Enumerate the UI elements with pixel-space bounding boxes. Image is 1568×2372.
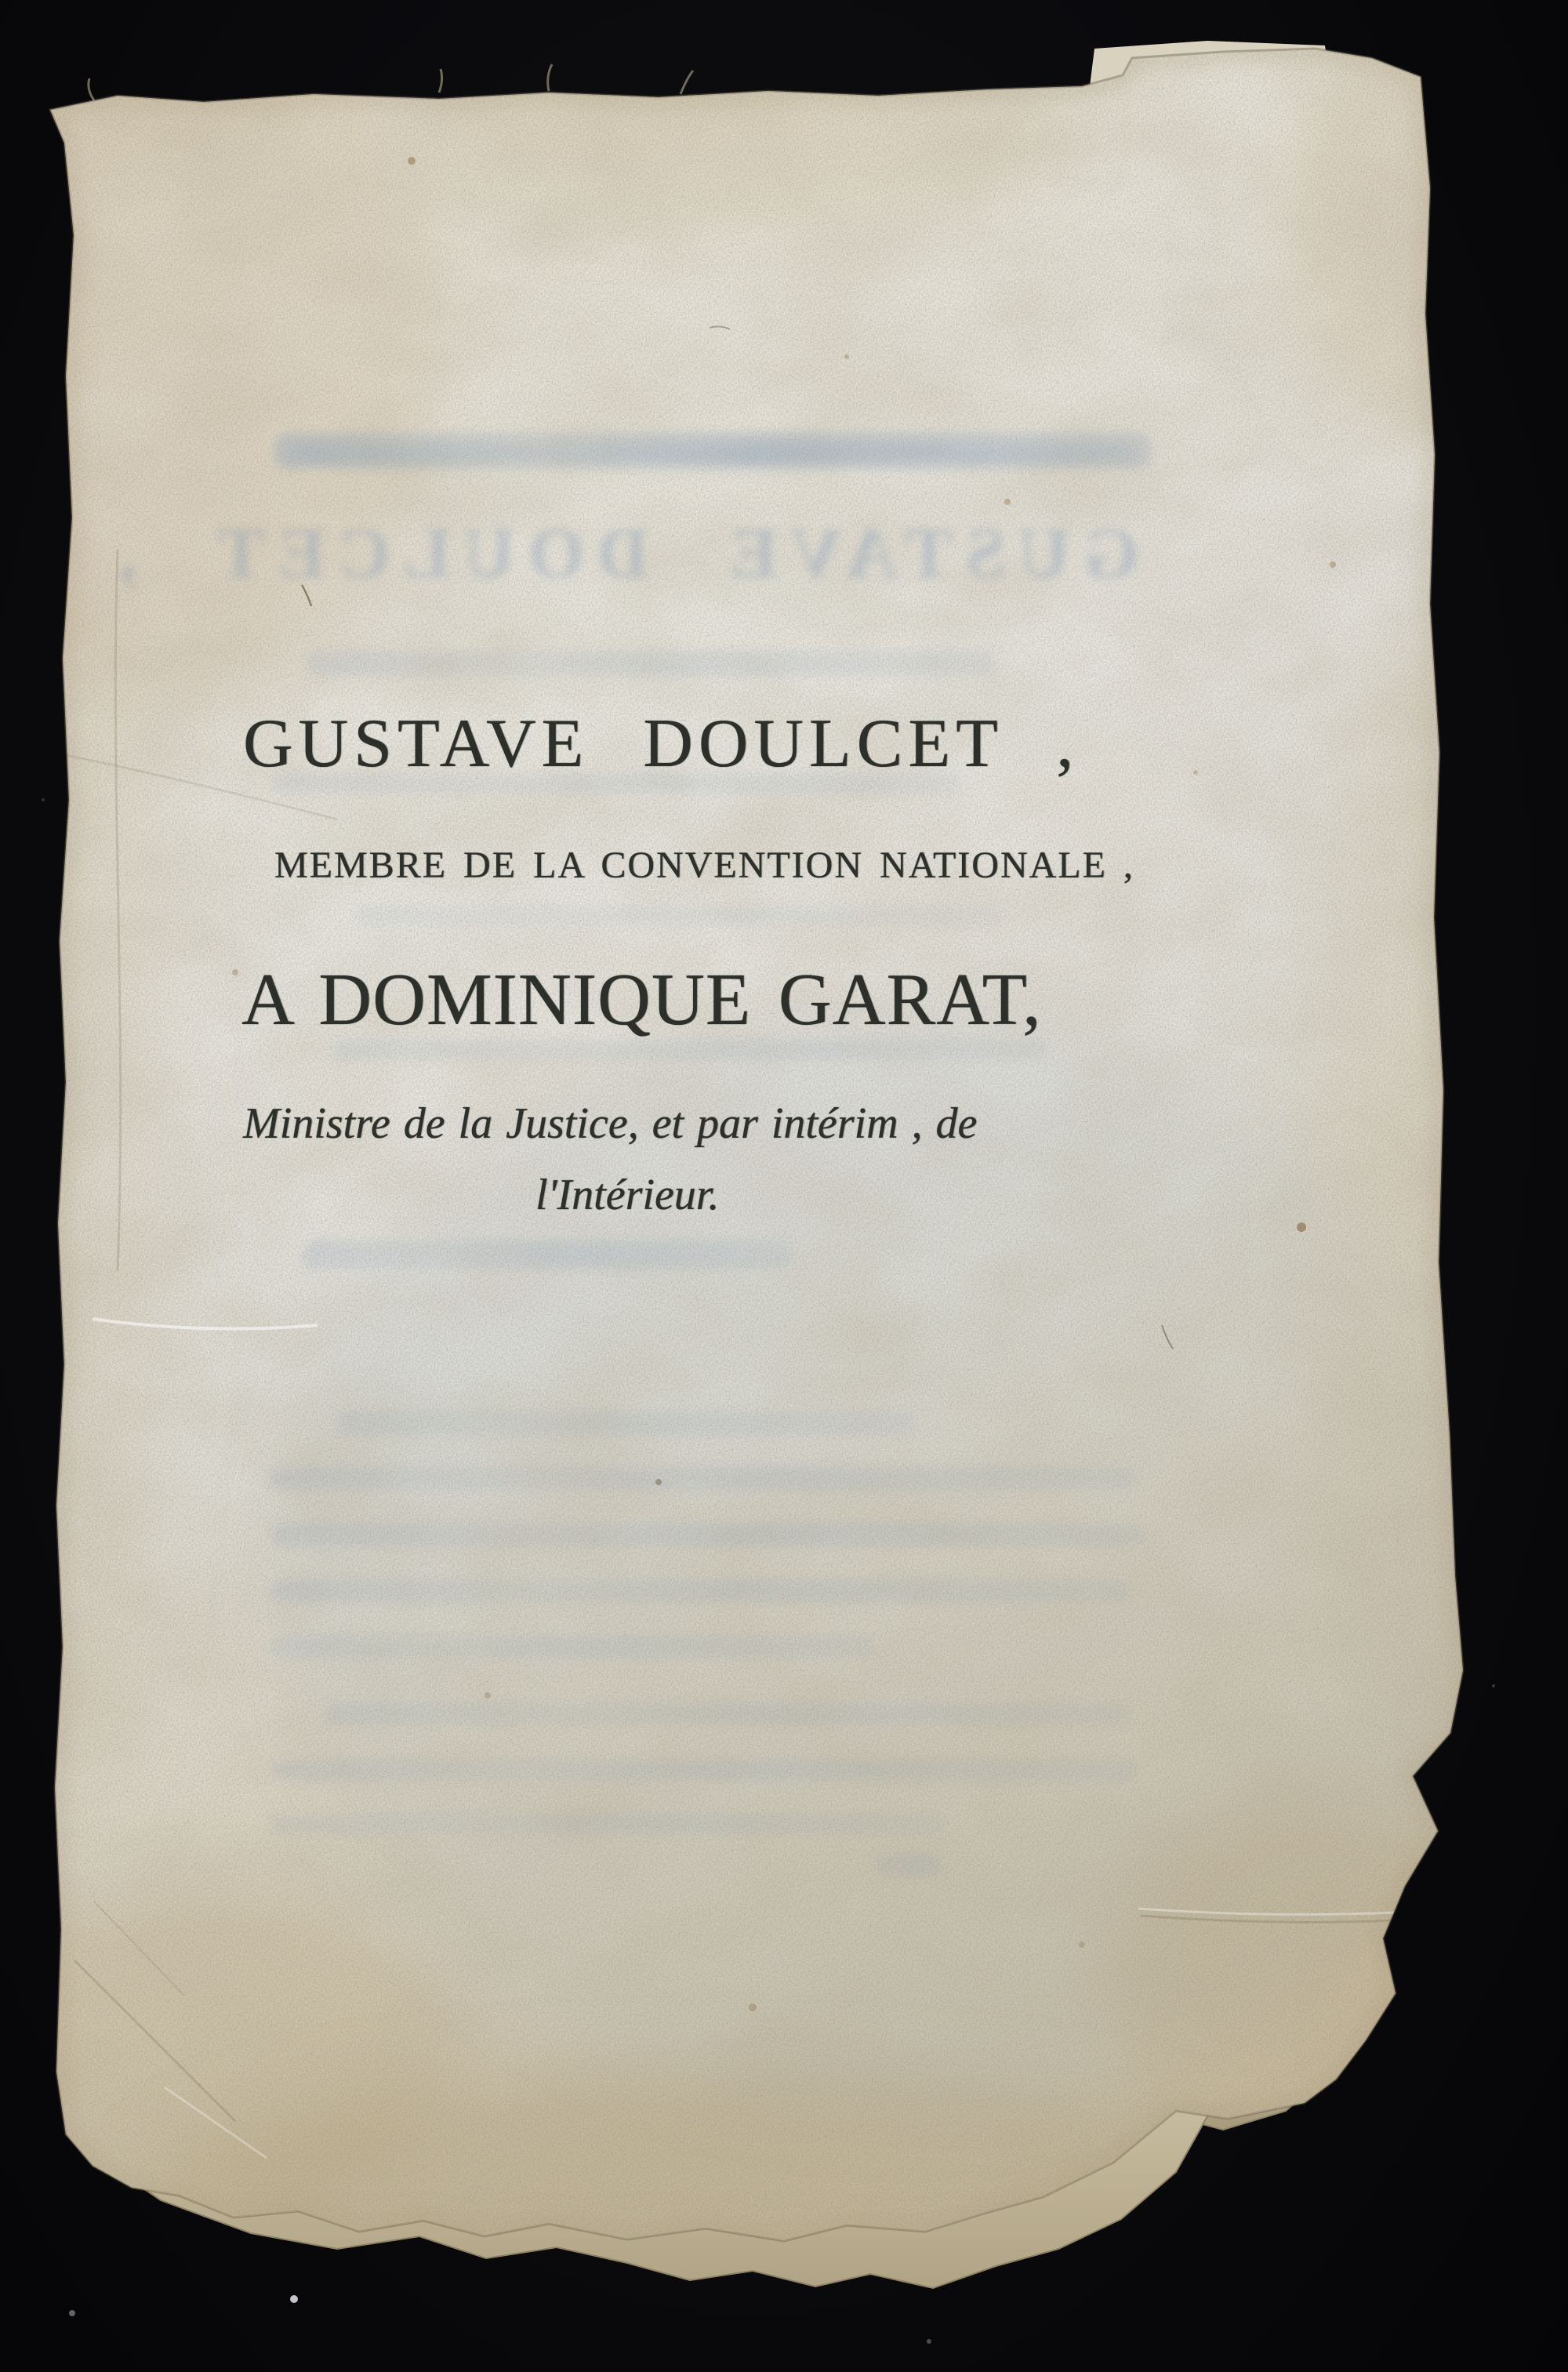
role-line-1: Ministre de la Justice, et par intérim , de	[243, 1099, 978, 1148]
bleedthrough-title-ghost: GUSTAVE DOULCET ,	[107, 513, 1139, 593]
recipient-line: A DOMINIQUE GARAT,	[241, 959, 1042, 1041]
member-line: MEMBRE DE LA CONVENTION NATIONALE ,	[274, 845, 1134, 886]
title-line: GUSTAVE DOULCET ,	[243, 706, 1080, 782]
role-line-2: l'Intérieur.	[535, 1171, 720, 1219]
